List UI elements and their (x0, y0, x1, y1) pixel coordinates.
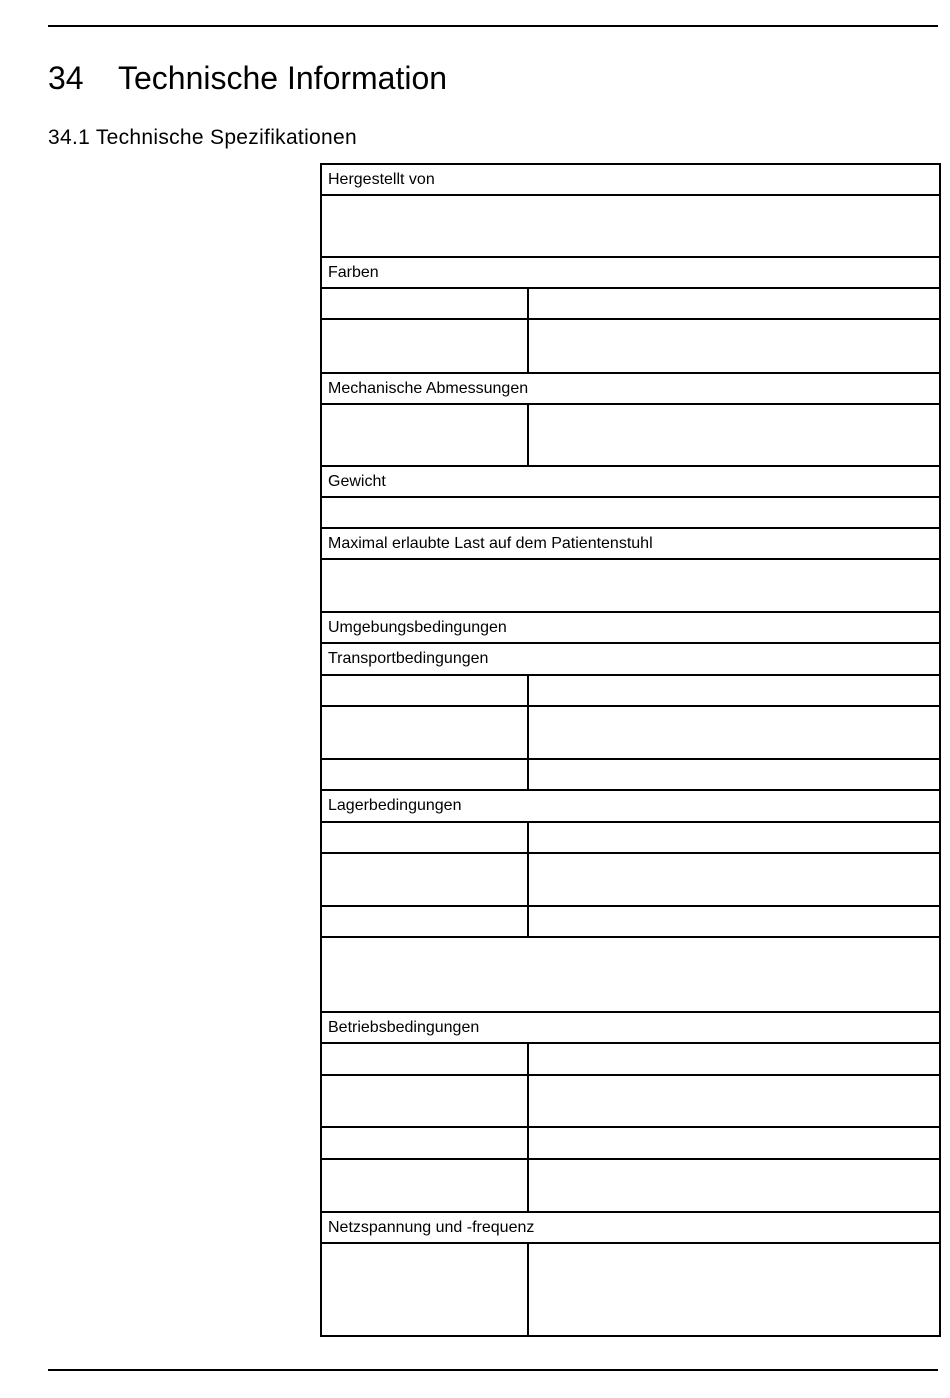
table-cell (528, 675, 940, 706)
table-cell (321, 497, 940, 528)
table-row (321, 466, 940, 497)
table-row (321, 937, 940, 1012)
table-row (321, 195, 940, 257)
table-cell (528, 1127, 940, 1159)
table-cell (321, 675, 528, 706)
chapter-number: 34 (48, 60, 84, 96)
row-label-mechanische-abmessungen: Mechanische Abmessungen (321, 373, 940, 404)
table-row (321, 559, 940, 612)
table-cell (321, 1243, 528, 1336)
table-cell (321, 706, 528, 759)
table-cell (321, 937, 940, 1012)
chapter-title: Technische Information (118, 60, 448, 96)
table-cell (528, 1243, 940, 1336)
footer-rule (48, 1369, 938, 1371)
table-row (321, 643, 940, 675)
row-label-gewicht: Gewicht (321, 466, 940, 497)
table-row (321, 906, 940, 937)
row-label-netzspannung: Netzspannung und -frequenz (321, 1212, 940, 1243)
table-cell (321, 1127, 528, 1159)
chapter-heading (48, 58, 447, 98)
row-label-maximal-last: Maximal erlaubte Last auf dem Patientenstuhl (321, 528, 940, 559)
table-row (321, 404, 940, 466)
table-row (321, 612, 940, 643)
row-label-betriebsbedingungen: Betriebsbedingungen (321, 1012, 940, 1043)
table-cell (528, 1043, 940, 1075)
table-cell (321, 1075, 528, 1127)
table-row (321, 759, 940, 790)
table-row (321, 164, 940, 195)
table-cell (528, 1159, 940, 1212)
table-row (321, 853, 940, 906)
table-cell (528, 822, 940, 853)
table-row (321, 288, 940, 319)
table-cell (528, 759, 940, 790)
table-cell (321, 1043, 528, 1075)
table-row (321, 528, 940, 559)
row-label-transportbedingungen: Transportbedingungen (321, 643, 940, 675)
row-label-umgebungsbedingungen: Umgebungsbedingungen (321, 612, 940, 643)
table-row (321, 373, 940, 404)
table-row (321, 257, 940, 288)
table-cell (321, 404, 528, 466)
row-label-lagerbedingungen: Lagerbedingungen (321, 790, 940, 822)
specifications-table (320, 163, 941, 1337)
table-cell (528, 404, 940, 466)
table-cell (528, 906, 940, 937)
section-heading: 34.1 Technische Spezifikationen (48, 126, 357, 149)
table-cell (528, 853, 940, 906)
table-row (321, 1043, 940, 1075)
table-row (321, 1127, 940, 1159)
table-row (321, 790, 940, 822)
row-label-hergestellt-von: Hergestellt von (321, 164, 940, 195)
table-cell (321, 319, 528, 373)
table-row (321, 822, 940, 853)
row-label-farben: Farben (321, 257, 940, 288)
table-row (321, 1012, 940, 1043)
table-cell (528, 1075, 940, 1127)
table-cell (528, 706, 940, 759)
table-cell (321, 288, 528, 319)
table-row (321, 497, 940, 528)
table-row (321, 1212, 940, 1243)
table-cell (321, 759, 528, 790)
table-row (321, 1243, 940, 1336)
table-cell (528, 288, 940, 319)
table-row (321, 675, 940, 706)
table-cell (321, 906, 528, 937)
header-rule (48, 25, 938, 27)
table-cell (528, 319, 940, 373)
table-cell (321, 195, 940, 257)
table-row (321, 1159, 940, 1212)
table-row (321, 319, 940, 373)
table-row (321, 1075, 940, 1127)
table-cell (321, 559, 940, 612)
table-cell (321, 1159, 528, 1212)
table-cell (321, 853, 528, 906)
table-cell (321, 822, 528, 853)
table-row (321, 706, 940, 759)
